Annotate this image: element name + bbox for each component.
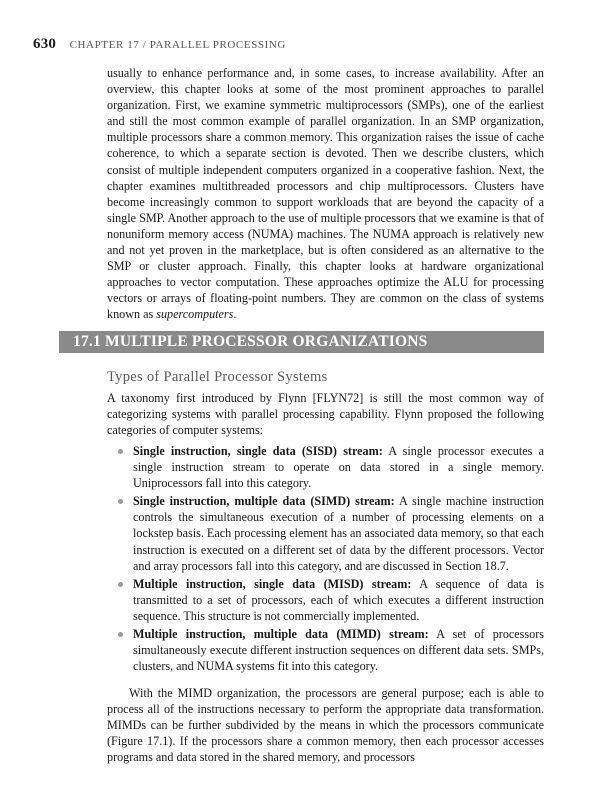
intro-paragraph bbox=[107, 65, 544, 323]
bullet-term: Multiple instruction, multiple data (MIMD) stream: bbox=[133, 627, 429, 642]
list-item bbox=[107, 493, 544, 573]
intro-italic-term: supercomputers bbox=[156, 307, 234, 322]
bullet-text: A set of processors simultaneously execute different instruction sequences on different data sets. SMPs, clusters, and NUMA systems fit into this category. bbox=[133, 627, 544, 674]
subsection-heading: Types of Parallel Processor Systems bbox=[107, 369, 328, 385]
bullet-text: A sequence of data is transmitted to a set of processors, each of which executes a different instruction sequence. This structure is not commercially implemented. bbox=[133, 576, 544, 623]
flynn-category-list bbox=[107, 443, 544, 676]
section-heading: 17.1 MULTIPLE PROCESSOR ORGANIZATIONS bbox=[59, 331, 544, 353]
bullet-icon bbox=[118, 449, 123, 454]
mimd-text: With the MIMD organization, the processors are general purpose; each is able to process all of the instructions necessary to perform the appropriate data transformation. MIMDs can be further subdivided by the means in which the processors communicate (Figure 17.1). If the processors share a common memory, then each processor accesses programs and data stored in the shared memory, and processors bbox=[107, 686, 544, 765]
running-title: CHAPTER 17 / PARALLEL PROCESSING bbox=[69, 39, 286, 51]
mimd-paragraph bbox=[107, 685, 544, 765]
list-item bbox=[107, 576, 544, 624]
running-head bbox=[33, 36, 286, 53]
list-item bbox=[107, 626, 544, 674]
bullet-text: A single machine instruction controls the simultaneous execution of a number of processing elements on a lockstep basis. Each processing element has an associated data memory, so that each instruction is executed on a different set of data by the different processors. Vector and array processors fall into this category, and are discussed in Section 18.7. bbox=[133, 494, 544, 573]
bullet-term: Multiple instruction, single data (MISD) stream: bbox=[133, 576, 412, 591]
list-item bbox=[107, 443, 544, 491]
taxonomy-paragraph bbox=[107, 390, 544, 438]
page-number: 630 bbox=[33, 36, 57, 52]
bullet-term: Single instruction, single data (SISD) stream: bbox=[133, 444, 383, 458]
intro-text: usually to enhance performance and, in some cases, to increase availability. After an overview, this chapter looks at some of the most prominent approaches to parallel organization. First, we examine symmetric multiprocessors (SMPs), one of the earliest and still the most common example of parallel organization. In an SMP organization, multiple processors share a common memory. This organization raises the issue of cache coherence, to which a separate section is devoted. Then we describe clusters, which consist of multiple independent computers organized in a cooperative fashion. Next, the chapter examines multithreaded processors and chip multiprocessors. Clusters have become increasingly common to support workloads that are beyond the capacity of a single SMP. Another approach to the use of multiple processors that we examine is that of nonuniform memory access (NUMA) machines. The NUMA approach is relatively new and not yet proven in the marketplace, but is often considered as an alternative to the SMP or cluster approach. Finally, this chapter looks at hardware organizational approaches to vector computation. These approaches optimize the ALU for processing vectors or arrays of floating-point numbers. They are common on the class of systems known as bbox=[107, 66, 544, 322]
bullet-icon bbox=[118, 499, 123, 504]
bullet-icon bbox=[118, 632, 123, 637]
bullet-term: Single instruction, multiple data (SIMD) stream: bbox=[133, 494, 395, 509]
bullet-text: A single processor executes a single instruction stream to operate on data stored in a single memory. Uniprocessors fall into this category. bbox=[133, 444, 544, 491]
bullet-icon bbox=[118, 582, 123, 587]
taxonomy-text: A taxonomy first introduced by Flynn [FLYN72] is still the most common way of categorizing systems with parallel processing capability. Flynn proposed the following categories of computer systems: bbox=[107, 391, 544, 438]
intro-end: . bbox=[233, 307, 237, 322]
